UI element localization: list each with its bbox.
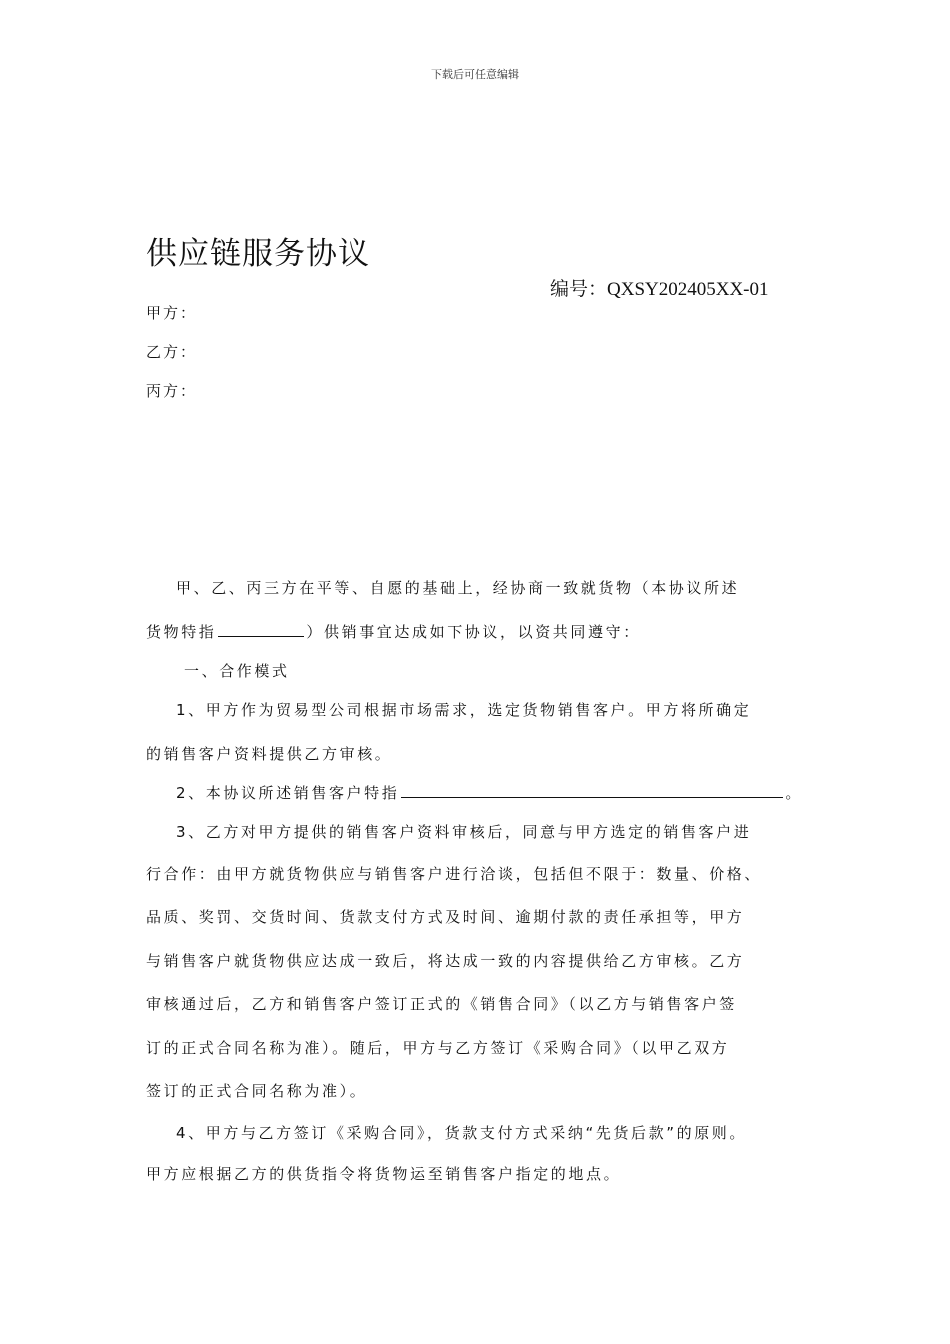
party-a-label: 甲方： — [146, 304, 198, 322]
goods-blank-field — [218, 621, 304, 637]
section-heading-cooperation-mode: 一、合作模式 — [184, 662, 290, 680]
clause-1-line-1: 1、甲方作为贸易型公司根据市场需求，选定货物销售客户。甲方将所确定 — [176, 701, 752, 719]
clause-3-line-6: 订的正式合同名称为准）。随后，甲方与乙方签订《采购合同》（以甲乙双方 — [146, 1039, 730, 1057]
clause-3-line-5: 审核通过后，乙方和销售客户签订正式的《销售合同》（以乙方与销售客户签 — [146, 995, 737, 1013]
party-c-label: 丙方： — [146, 382, 198, 400]
clause-3-line-2: 行合作：由甲方就货物供应与销售客户进行洽谈，包括但不限于：数量、价格、 — [146, 865, 763, 883]
sales-customer-blank-field — [401, 782, 783, 798]
clause-3-line-4: 与销售客户就货物供应达成一致后，将达成一致的内容提供给乙方审核。乙方 — [146, 952, 745, 970]
clause-2-suffix: 。 — [785, 784, 803, 802]
clause-3-line-3: 品质、奖罚、交货时间、货款支付方式及时间、逾期付款的责任承担等，甲方 — [146, 908, 745, 926]
document-title: 供应链服务协议 — [146, 236, 370, 272]
clause-2-prefix: 2、本协议所述销售客户特指 — [176, 784, 400, 802]
contract-number: 编号：QXSY202405XX-01 — [550, 279, 769, 300]
party-b-label: 乙方： — [146, 343, 198, 361]
clause-1-line-2: 的销售客户资料提供乙方审核。 — [146, 745, 393, 763]
header-note: 下载后可任意编辑 — [431, 68, 519, 81]
clause-4-line-2: 甲方应根据乙方的供货指令将货物运至销售客户指定的地点。 — [146, 1165, 622, 1183]
preamble-line-2-end: ）供销事宜达成如下协议，以资共同遵守： — [306, 623, 641, 641]
clause-3-line-1: 3、乙方对甲方提供的销售客户资料审核后，同意与甲方选定的销售客户进 — [176, 823, 752, 841]
preamble-line-2-start: 货物特指 — [146, 623, 217, 641]
clause-2 — [176, 782, 856, 803]
preamble-line-2 — [146, 621, 826, 642]
clause-3-line-7: 签订的正式合同名称为准）。 — [146, 1082, 368, 1100]
preamble-line-1: 甲、乙、丙三方在平等、自愿的基础上，经协商一致就货物（本协议所述 — [176, 579, 740, 597]
clause-4-line-1: 4、甲方与乙方签订《采购合同》，货款支付方式采纳“先货后款”的原则。 — [176, 1124, 747, 1142]
